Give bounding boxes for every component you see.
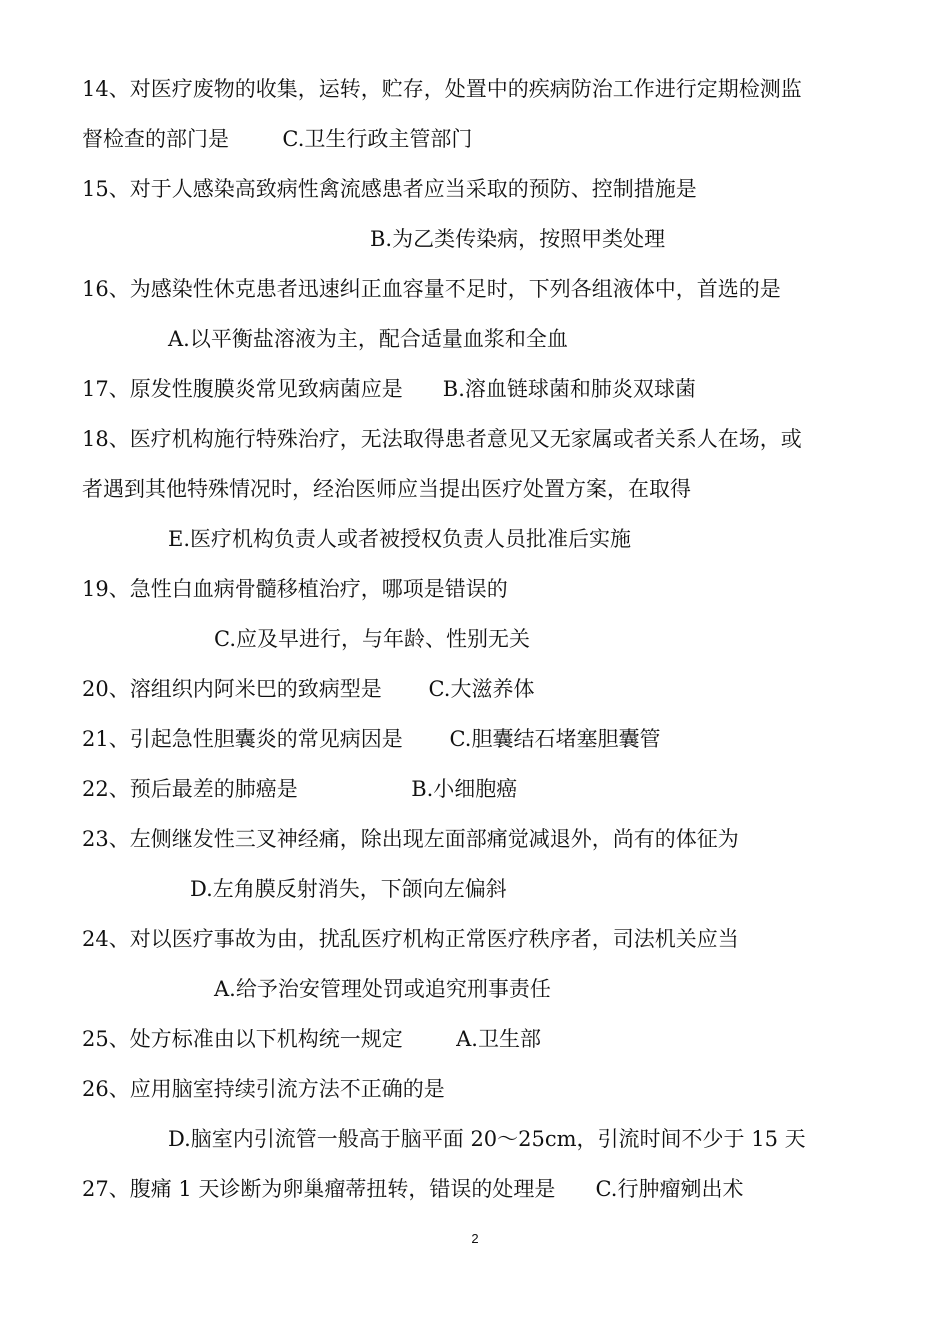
answer-23: D.左角膜反射消失，下颌向左偏斜 — [190, 877, 507, 901]
answer-15: B.为乙类传染病，按照甲类处理 — [370, 227, 666, 251]
answer-19: C.应及早进行，与年龄、性别无关 — [214, 627, 530, 651]
answer-18: E.医疗机构负责人或者被授权负责人员批准后实施 — [168, 527, 632, 551]
question-21: 21、引起急性胆囊炎的常见病因是 C.胆囊结石堵塞胆囊管 — [82, 727, 661, 751]
question-14-line-2: 督检查的部门是 C.卫生行政主管部门 — [82, 127, 473, 151]
page-number: 2 — [471, 1231, 479, 1246]
question-16: 16、为感染性休克患者迅速纠正血容量不足时，下列各组液体中，首选的是 — [82, 277, 781, 301]
answer-16: A.以平衡盐溶液为主，配合适量血浆和全血 — [168, 327, 568, 351]
question-24: 24、对以医疗事故为由，扰乱医疗机构正常医疗秩序者，司法机关应当 — [82, 927, 739, 951]
answer-26: D.脑室内引流管一般高于脑平面 20～25cm，引流时间不少于 15 天 — [168, 1127, 806, 1151]
answer-24: A.给予治安管理处罚或追究刑事责任 — [214, 977, 551, 1001]
question-14-line-1: 14、对医疗废物的收集，运转，贮存，处置中的疾病防治工作进行定期检测监 — [82, 77, 802, 101]
question-18-line-2: 者遇到其他特殊情况时，经治医师应当提出医疗处置方案，在取得 — [82, 477, 691, 501]
question-22: 22、预后最差的肺癌是 B.小细胞癌 — [82, 777, 518, 801]
question-23: 23、左侧继发性三叉神经痛，除出现左面部痛觉减退外，尚有的体征为 — [82, 827, 739, 851]
question-25: 25、处方标准由以下机构统一规定 A.卫生部 — [82, 1027, 541, 1051]
question-18-line-1: 18、医疗机构施行特殊治疗，无法取得患者意见又无家属或者关系人在场，或 — [82, 427, 802, 451]
question-20: 20、溶组织内阿米巴的致病型是 C.大滋养体 — [82, 677, 535, 701]
question-15: 15、对于人感染高致病性禽流感患者应当采取的预防、控制措施是 — [82, 177, 697, 201]
question-27: 27、腹痛 1 天诊断为卵巢瘤蒂扭转，错误的处理是 C.行肿瘤剜出术 — [82, 1177, 744, 1201]
question-19: 19、急性白血病骨髓移植治疗，哪项是错误的 — [82, 577, 508, 601]
question-17: 17、原发性腹膜炎常见致病菌应是 B.溶血链球菌和肺炎双球菌 — [82, 377, 696, 401]
question-26: 26、应用脑室持续引流方法不正确的是 — [82, 1077, 445, 1101]
